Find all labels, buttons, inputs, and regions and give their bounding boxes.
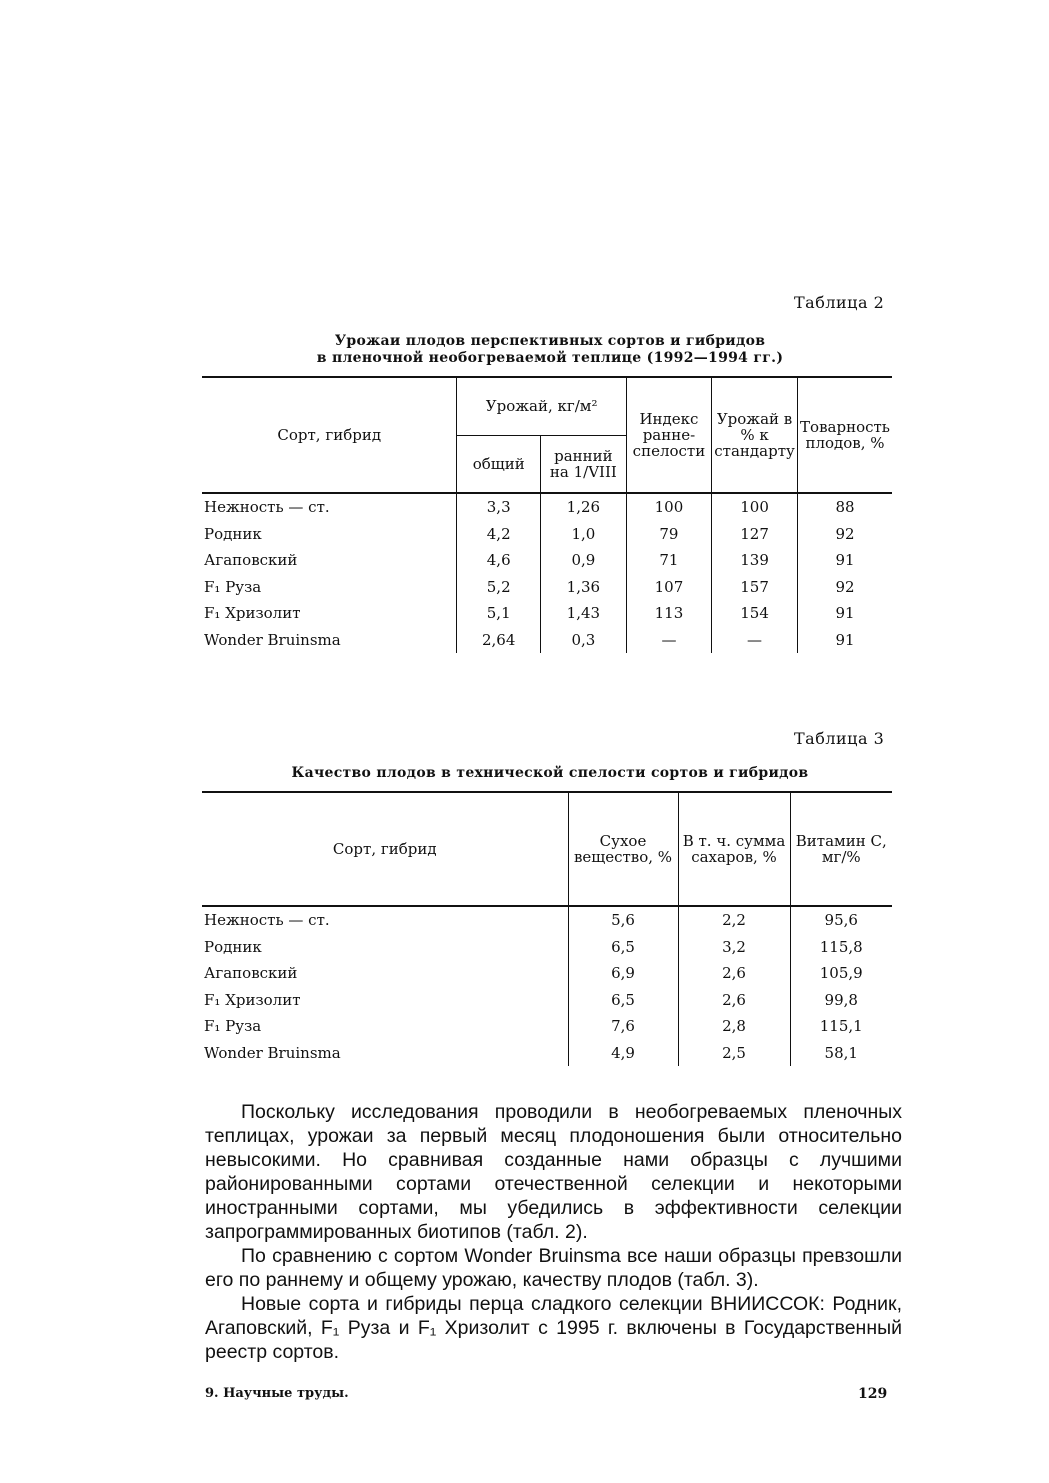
table3-title: Качество плодов в технической спелости сортов и гибридов [291, 765, 809, 781]
table3 [202, 791, 892, 1066]
cell-early: 1,0 [540, 521, 626, 548]
table-row [202, 960, 892, 987]
table2-header-yield-group: Урожай, кг/м² [457, 377, 626, 435]
table2-title-line2: в пленочной необогреваемой теплице (1992—1994 гг.) [316, 350, 784, 366]
table-row [202, 934, 892, 961]
cell-vitc: 95,6 [790, 906, 892, 934]
cell-pct: 154 [712, 600, 798, 627]
paragraph-2: По сравнению с сортом Wonder Bruinsma все наши образцы превзошли его по раннему и общему урожаю, качеству плодов (табл. 3). [205, 1245, 902, 1291]
table-row [202, 906, 892, 934]
table3-header-vitamin-c: Витамин С, мг/% [790, 792, 892, 906]
cell-market: 92 [798, 521, 892, 548]
cell-index: 79 [626, 521, 711, 548]
table-row [202, 574, 892, 601]
cell-early: 0,3 [540, 627, 626, 654]
cell-dry: 6,9 [568, 960, 678, 987]
table3-label: Таблица 3 [794, 729, 885, 748]
cell-early: 1,36 [540, 574, 626, 601]
cell-name: F₁ Хризолит [204, 990, 301, 1009]
cell-name: Нежность — ст. [202, 906, 568, 934]
cell-sugar: 2,6 [678, 987, 790, 1014]
table2-header-yield-pct: Урожай в % к стандарту [712, 377, 798, 493]
cell-name: Агаповский [204, 551, 298, 570]
cell-dry: 6,5 [568, 987, 678, 1014]
table-row [202, 521, 892, 548]
table2-header-early-index: Индекс ранне-спелости [626, 377, 711, 493]
cell-pct: 127 [712, 521, 798, 548]
cell-index: 71 [626, 547, 711, 574]
cell-pct: 100 [712, 493, 798, 521]
table2-header-variety: Сорт, гибрид [202, 377, 457, 493]
table3-header-sugars: В т. ч. сумма сахаров, % [678, 792, 790, 906]
cell-name: Wonder Bruinsma [204, 1043, 341, 1062]
cell-index: 107 [626, 574, 711, 601]
table2-title [200, 333, 900, 367]
cell-total: 5,1 [457, 600, 540, 627]
paragraph-3: Новые сорта и гибриды перца сладкого селекции ВНИИССОК: Родник, Агаповский, F₁ Руза и F₁ Хризолит с 1995 г. включены в Государственный реестр сортов. [205, 1293, 902, 1363]
cell-dry: 6,5 [568, 934, 678, 961]
cell-vitc: 99,8 [790, 987, 892, 1014]
body-text [205, 1100, 902, 1364]
table2 [202, 376, 892, 653]
cell-market: 91 [798, 627, 892, 654]
cell-name: Нежность — ст. [202, 493, 457, 521]
footer-signature: 9. Научные труды. [205, 1386, 349, 1401]
paragraph-1: Поскольку исследования проводили в необогреваемых пленочных теплицах, урожаи за первый месяц плодоношения были относительно невысокими. Но сравнивая созданные нами образцы с лучшими районированными сортами отечественной селекции и некоторыми иностранными сортами, мы убедились в эффективности селекции запрограммированных биотипов (табл. 2). [205, 1101, 902, 1243]
table2-body [202, 493, 892, 653]
cell-sugar: 2,8 [678, 1013, 790, 1040]
cell-name: Родник [204, 524, 262, 543]
cell-name: F₁ Хризолит [204, 604, 301, 623]
cell-pct: 139 [712, 547, 798, 574]
cell-sugar: 3,2 [678, 934, 790, 961]
table3-header-dry-matter: Сухое вещество, % [568, 792, 678, 906]
cell-vitc: 115,1 [790, 1013, 892, 1040]
cell-early: 1,26 [540, 493, 626, 521]
cell-name: F₁ Руза [204, 1017, 262, 1036]
table2-title-line1: Урожаи плодов перспективных сортов и гибридов [334, 333, 766, 349]
table-row [202, 1013, 892, 1040]
table2-label: Таблица 2 [794, 293, 885, 312]
table2-header-marketability: Товарность плодов, % [798, 377, 892, 493]
table-row [202, 547, 892, 574]
cell-pct: 157 [712, 574, 798, 601]
cell-dry: 5,6 [568, 906, 678, 934]
table-row [202, 987, 892, 1014]
page-number: 129 [858, 1386, 888, 1402]
cell-vitc: 58,1 [790, 1040, 892, 1067]
cell-name: Родник [204, 937, 262, 956]
cell-vitc: 105,9 [790, 960, 892, 987]
table3-header-variety: Сорт, гибрид [202, 792, 568, 906]
cell-name: Агаповский [204, 964, 298, 983]
cell-name: Wonder Bruinsma [204, 630, 341, 649]
cell-total: 4,2 [457, 521, 540, 548]
cell-name: F₁ Руза [204, 577, 262, 596]
cell-total: 3,3 [457, 493, 540, 521]
cell-early: 0,9 [540, 547, 626, 574]
cell-dry: 7,6 [568, 1013, 678, 1040]
table2-header-yield-early: ранний на 1/VIII [540, 435, 626, 493]
cell-market: 91 [798, 547, 892, 574]
table2-header-yield-total: общий [457, 435, 540, 493]
table-row [202, 1040, 892, 1067]
table3-body [202, 906, 892, 1066]
cell-index: — [626, 627, 711, 654]
table-row [202, 627, 892, 654]
cell-sugar: 2,2 [678, 906, 790, 934]
cell-market: 92 [798, 574, 892, 601]
cell-total: 5,2 [457, 574, 540, 601]
cell-index: 113 [626, 600, 711, 627]
cell-total: 2,64 [457, 627, 540, 654]
table-row [202, 493, 892, 521]
cell-sugar: 2,6 [678, 960, 790, 987]
table-row [202, 600, 892, 627]
cell-dry: 4,9 [568, 1040, 678, 1067]
cell-vitc: 115,8 [790, 934, 892, 961]
cell-early: 1,43 [540, 600, 626, 627]
cell-sugar: 2,5 [678, 1040, 790, 1067]
cell-pct: — [712, 627, 798, 654]
cell-total: 4,6 [457, 547, 540, 574]
cell-market: 91 [798, 600, 892, 627]
cell-market: 88 [798, 493, 892, 521]
cell-index: 100 [626, 493, 711, 521]
